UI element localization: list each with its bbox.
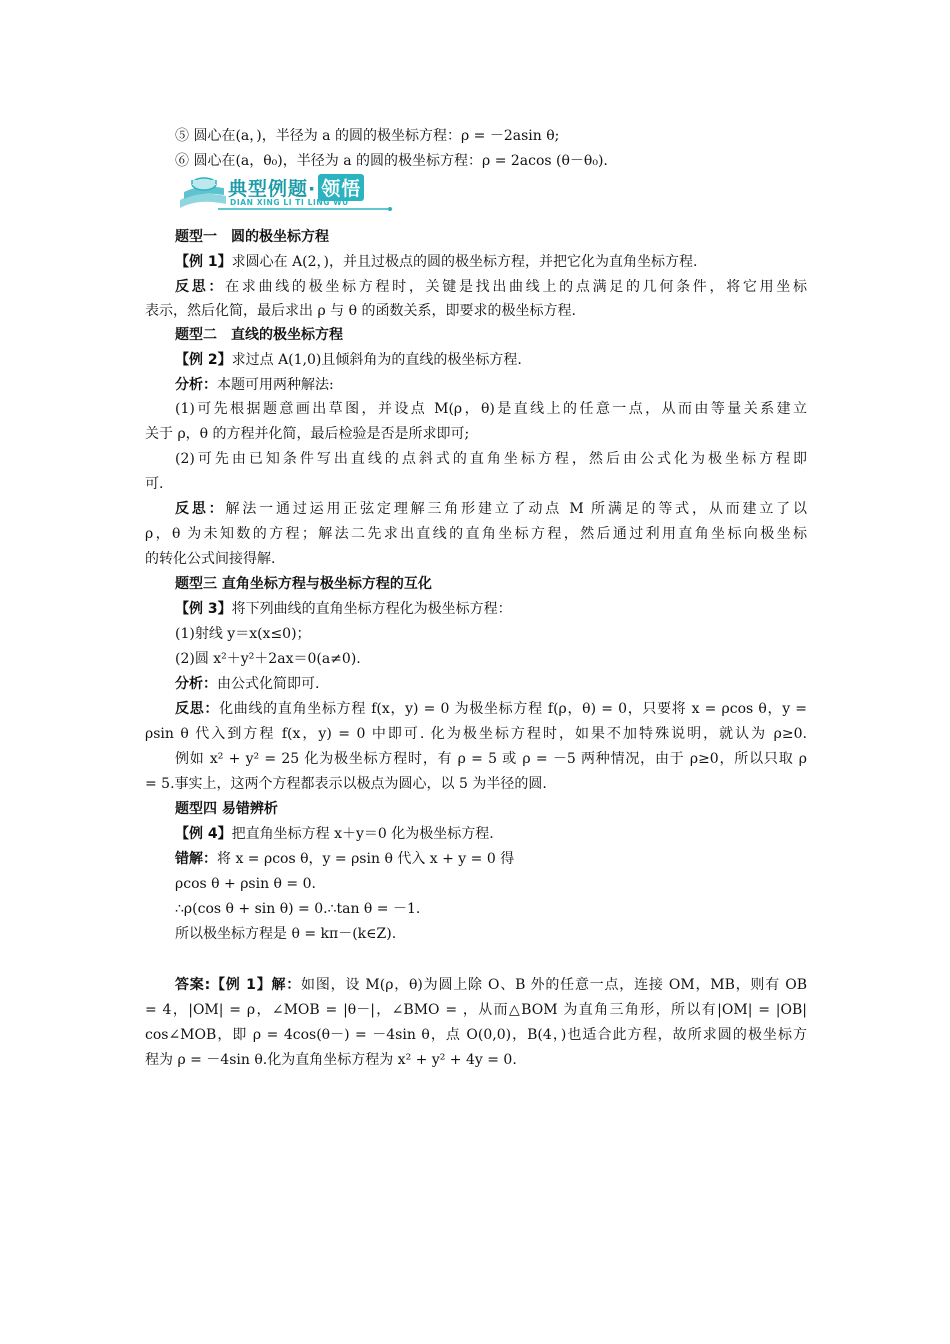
reflection-3-line-1: 反思：化曲线的直角坐标方程 f(x，y) = 0 为极坐标方程 f(ρ，θ) = 0，只要将 x = ρcos θ，y = — [175, 701, 807, 717]
example-3: 【例 3】将下列曲线的直角坐标方程化为极坐标方程： — [175, 601, 512, 617]
example-3-q2: (2)圆 x²＋y²＋2ax＝0(a≠0). — [175, 651, 361, 667]
method-2-line-2: 可. — [145, 476, 164, 492]
reflection-1-line-2: 表示，然后化简，最后求出 ρ 与 θ 的函数关系，即要求的极坐标方程. — [145, 303, 576, 319]
example-2: 【例 2】求过点 A(1,0)且倾斜角为的直线的极坐标方程. — [175, 352, 522, 368]
wrong-step-2: ∴ρ(cos θ + sin θ) = 0.∴tan θ = －1. — [175, 901, 421, 917]
example-3-q1: (1)射线 y＝x(x≤0)； — [175, 626, 311, 642]
answer-line-4: 程为 ρ = －4sin θ.化为直角坐标方程为 x² + y² + 4y = 0. — [145, 1052, 517, 1068]
banner-badge: 领悟 — [318, 174, 364, 201]
banner-title: 典型例题· 领悟 — [228, 174, 364, 201]
wrong-step-3: 所以极坐标方程是 θ = kπ－(k∈Z). — [175, 926, 397, 942]
method-2-line-1: (2)可先由已知条件写出直线的点斜式的直角坐标方程，然后由公式化为极坐标方程即 — [175, 451, 807, 467]
answer-line-1: 答案:【例 1】解：如图，设 M(ρ，θ)为圆上除 O、B 外的任意一点，连接 OM，MB，则有 OB — [175, 977, 807, 993]
analysis-2: 分析：本题可用两种解法: — [175, 377, 334, 393]
banner-underline — [218, 207, 438, 211]
type4-heading: 题型四 易错辨析 — [175, 801, 278, 817]
reflection-2-line-3: 的转化公式间接得解. — [145, 551, 276, 567]
type3-heading: 题型三 直角坐标方程与极坐标方程的互化 — [175, 576, 432, 592]
section-banner — [178, 172, 398, 212]
answer-line-3: cos∠MOB，即 ρ = 4cos(θ－) = －4sin θ，点 O(0,0)，B(4，)也适合此方程，故所求圆的极坐标方 — [145, 1027, 807, 1043]
type1-heading: 题型一 圆的极坐标方程 — [175, 229, 329, 245]
reflection-3-line-2: ρsin θ 代入到方程 f(x，y) = 0 中即可. 化为极坐标方程时，如果不加特殊说明，就认为 ρ≥0. — [145, 726, 807, 742]
answer-line-2: = 4，|OM| = ρ，∠MOB = |θ－|，∠BMO = ，从而△BOM 为直角三角形，所以有|OM| = |OB| — [145, 1002, 807, 1018]
method-1-line-2: 关于 ρ，θ 的方程并化简，最后检验是否是所求即可; — [145, 426, 470, 442]
method-1-line-1: (1)可先根据题意画出草图，并设点 M(ρ，θ)是直线上的任意一点，从而由等量关系建立 — [175, 401, 807, 417]
banner-subtitle: DIAN XING LI TI LING WU — [230, 198, 349, 207]
formula-item-5: ⑤ 圆心在(a，)，半径为 a 的圆的极坐标方程：ρ = －2asin θ; — [175, 128, 560, 144]
reflection-2-line-1: 反思：解法一通过运用正弦定理解三角形建立了动点 M 所满足的等式，从而建立了以 — [175, 501, 808, 517]
type2-heading: 题型二 直线的极坐标方程 — [175, 327, 343, 343]
analysis-3: 分析：由公式化简即可. — [175, 676, 320, 692]
wrong-solution: 错解：将 x = ρcos θ，y = ρsin θ 代入 x + y = 0 得 — [175, 851, 515, 867]
example-4: 【例 4】把直角坐标方程 x＋y＝0 化为极坐标方程. — [175, 826, 494, 842]
reflection-2-line-2: ρ，θ 为未知数的方程；解法二先求出直线的直角坐标方程，然后通过利用直角坐标向极坐标 — [145, 526, 807, 542]
reflection-3-line-3: 例如 x² + y² = 25 化为极坐标方程时，有 ρ = 5 或 ρ = －5 两种情况，由于 ρ≥0，所以只取 ρ — [175, 751, 807, 767]
reflection-1-line-1: 反思：在求曲线的极坐标方程时，关键是找出曲线上的点满足的几何条件，将它用坐标 — [175, 279, 807, 295]
reflection-3-line-4: = 5.事实上，这两个方程都表示以极点为圆心，以 5 为半径的圆. — [145, 776, 547, 792]
formula-item-6: ⑥ 圆心在(a，θ₀)，半径为 a 的圆的极坐标方程：ρ = 2acos (θ－θ₀). — [175, 153, 608, 169]
example-1: 【例 1】求圆心在 A(2，)，并且过极点的圆的极坐标方程，并把它化为直角坐标方程. — [175, 254, 698, 270]
book-stack-icon — [178, 172, 230, 212]
wrong-step-1: ρcos θ + ρsin θ = 0. — [175, 876, 316, 892]
